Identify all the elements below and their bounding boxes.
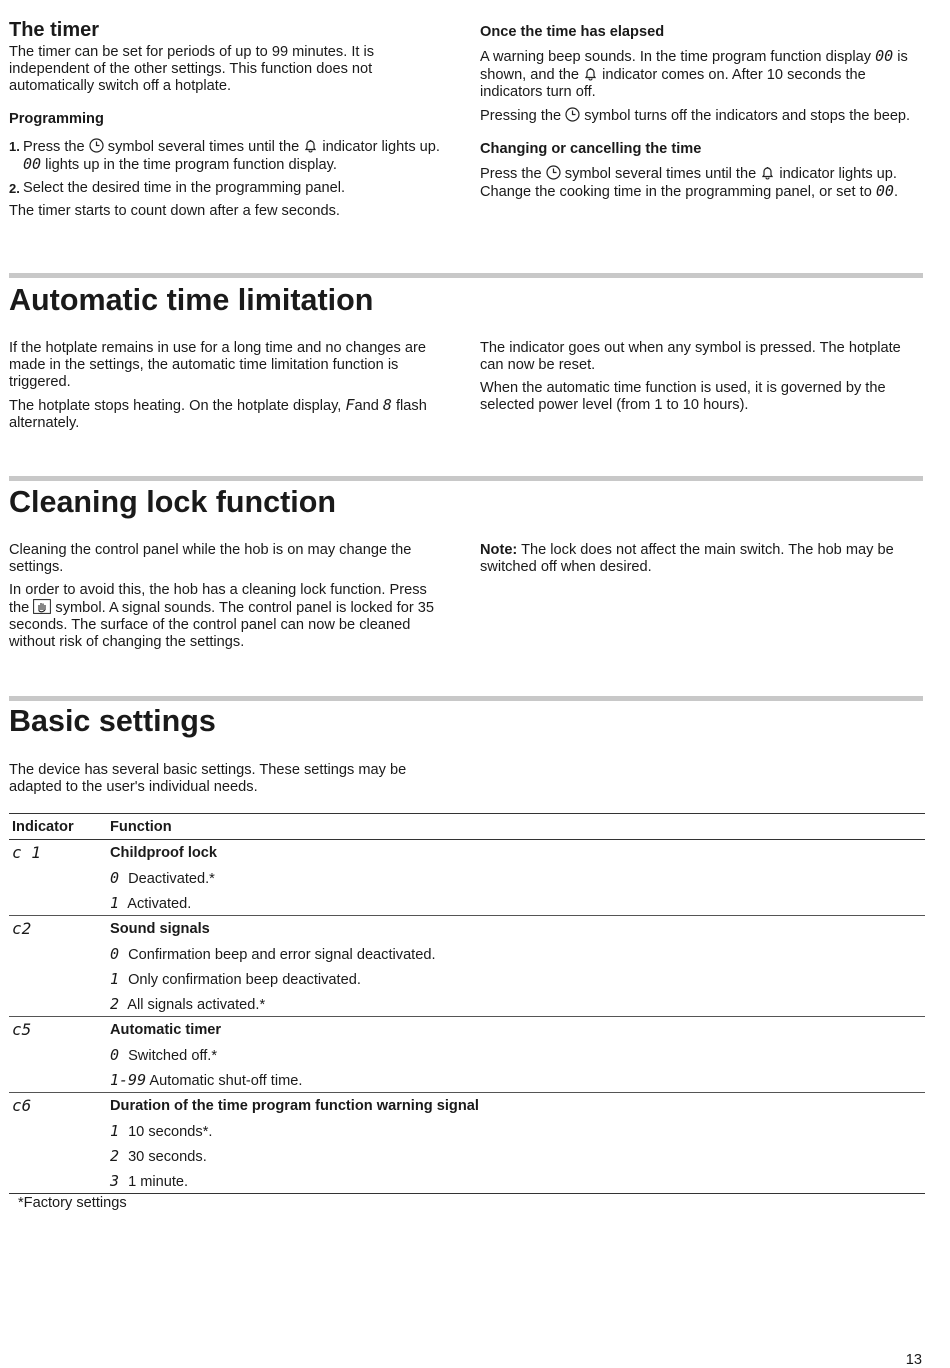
cleaning-left-column (9, 542, 451, 657)
cleaning-note: Note: The lock does not affect the main switch. The hob may be switched off when desired. (480, 542, 894, 575)
section-divider (9, 273, 923, 278)
cleaning-right-column (480, 542, 922, 582)
changing-heading: Changing or cancelling the time (480, 141, 702, 157)
function-name: Childproof lock (107, 840, 925, 866)
auto-limit-p1: If the hotplate remains in use for a long time and no changes are made in the settings, the automatic time limitation function is triggered. (9, 340, 426, 390)
table-row (9, 1143, 925, 1168)
option (107, 991, 925, 1017)
timer-heading: The timer (9, 19, 100, 41)
auto-limit-heading: Automatic time limitation (9, 283, 374, 317)
table-row (9, 966, 925, 991)
option-text: Automatic shut-off time. (149, 1072, 303, 1089)
option (107, 941, 925, 966)
option-text: All signals activated.* (127, 996, 266, 1013)
auto-limit-p4: When the automatic time function is used, it is governed by the selected power level (from 1 to 10 hours). (480, 380, 886, 413)
cleaning-p1: Cleaning the control panel while the hob is on may change the settings. (9, 542, 412, 575)
display-00-symbol: 00 (875, 47, 894, 65)
option (107, 1143, 925, 1168)
table-row (9, 1118, 925, 1143)
option-text: Deactivated.* (128, 870, 215, 887)
page-number: 13 (905, 1352, 922, 1368)
indicator-code: c5 (9, 1017, 107, 1043)
column-header-function: Function (107, 814, 925, 840)
pressing-text: Pressing the symbol turns off the indicators and stops the beep. (480, 108, 911, 124)
option-text: 30 seconds. (128, 1148, 207, 1165)
option (107, 1118, 925, 1143)
bell-icon (583, 66, 598, 81)
table-row (9, 840, 925, 866)
programming-heading: Programming (9, 111, 104, 127)
indicator-code: c2 (9, 916, 107, 942)
clock-icon (546, 165, 561, 180)
table-row (9, 890, 925, 916)
section-divider (9, 696, 923, 701)
cleaning-p2: In order to avoid this, the hob has a cleaning lock function. Press the symbol. A signal sounds. The control panel is locked for 35 seconds. The surface of the control panel can now be cleaned without risk of changing the settings. (9, 582, 434, 650)
step-2-number: 2. (9, 181, 20, 196)
auto-limit-right-column (480, 340, 922, 420)
timer-right-column (480, 24, 922, 207)
timer-left-column (9, 19, 451, 226)
auto-limit-p3: The indicator goes out when any symbol is pressed. The hotplate can now be reset. (480, 340, 901, 373)
table-row (9, 1067, 925, 1093)
option (107, 1168, 925, 1194)
step-2: 2. Select the desired time in the programming panel. (9, 180, 346, 196)
option-text: 1 minute. (128, 1173, 189, 1190)
function-name: Duration of the time program function warning signal (107, 1093, 925, 1119)
option (107, 865, 925, 890)
table-row (9, 991, 925, 1017)
table-row (9, 1042, 925, 1067)
table-row (9, 1093, 925, 1119)
table-row (9, 941, 925, 966)
option-code: 2 (110, 994, 120, 1013)
clock-icon (565, 107, 580, 122)
table-header-row (9, 814, 925, 840)
option (107, 966, 925, 991)
basic-settings-intro: The device has several basic settings. These settings may be adapted to the user's individual needs. (9, 762, 407, 795)
step-1: 1. Press the symbol several times until the indicator lights up. 00 lights up in the time program function display. (9, 139, 440, 173)
option-code: 0 (110, 944, 120, 963)
table-row (9, 1168, 925, 1194)
basic-settings-heading: Basic settings (9, 704, 216, 738)
changing-text: Press the symbol several times until the indicator lights up. Change the cooking time in the programming panel, or set to 00. (480, 166, 899, 200)
function-name: Automatic timer (107, 1017, 925, 1043)
indicator-code: c6 (9, 1093, 107, 1119)
display-00-symbol: 00 (23, 155, 42, 173)
function-name: Sound signals (107, 916, 925, 942)
column-header-indicator: Indicator (9, 814, 107, 840)
option-code: 0 (110, 868, 120, 887)
option-code: 1-99 (110, 1070, 147, 1089)
option-code: 1 (110, 1121, 120, 1140)
elapsed-text: A warning beep sounds. In the time program function display 00 is shown, and the indicator comes on. After 10 seconds the indicators turn off. (480, 47, 908, 100)
display-00-symbol: 00 (875, 182, 894, 200)
bell-icon (303, 138, 318, 153)
step-1-number: 1. (9, 139, 20, 154)
countdown-text: The timer starts to count down after a few seconds. (9, 203, 340, 219)
option-text: Activated. (127, 895, 192, 912)
option-code: 1 (110, 893, 120, 912)
display-8-symbol: 8 (382, 396, 392, 414)
auto-limit-left-column (9, 340, 451, 438)
bell-icon (760, 165, 775, 180)
factory-settings-footnote: *Factory settings (18, 1195, 127, 1211)
option-code: 2 (110, 1146, 120, 1165)
basic-settings-intro-column (9, 762, 451, 802)
display-f-symbol: F (345, 396, 355, 414)
note-label: Note: (480, 542, 518, 558)
option-code: 1 (110, 969, 120, 988)
option (107, 1067, 925, 1093)
option-code: 3 (110, 1171, 120, 1190)
option-text: Only confirmation beep deactivated. (128, 971, 361, 988)
timer-intro: The timer can be set for periods of up to 99 minutes. It is independent of the other settings. This function does not automatically switch off a hotplate. (9, 44, 375, 94)
option-text: Switched off.* (128, 1047, 218, 1064)
section-divider (9, 476, 923, 481)
programming-steps (9, 138, 451, 197)
option (107, 890, 925, 916)
option (107, 1042, 925, 1067)
elapsed-heading: Once the time has elapsed (480, 24, 665, 40)
option-text: Confirmation beep and error signal deactivated. (128, 946, 436, 963)
table-row (9, 916, 925, 942)
cleaning-heading: Cleaning lock function (9, 485, 337, 519)
indicator-code: c 1 (9, 840, 107, 866)
clock-icon (89, 138, 104, 153)
table-row (9, 865, 925, 890)
basic-settings-table (9, 813, 925, 1194)
cleaning-lock-hand-icon (33, 599, 51, 614)
table-row (9, 1017, 925, 1043)
option-code: 0 (110, 1045, 120, 1064)
option-text: 10 seconds*. (128, 1123, 213, 1140)
auto-limit-p2: The hotplate stops heating. On the hotplate display, Fand 8 flash alternately. (9, 396, 427, 431)
